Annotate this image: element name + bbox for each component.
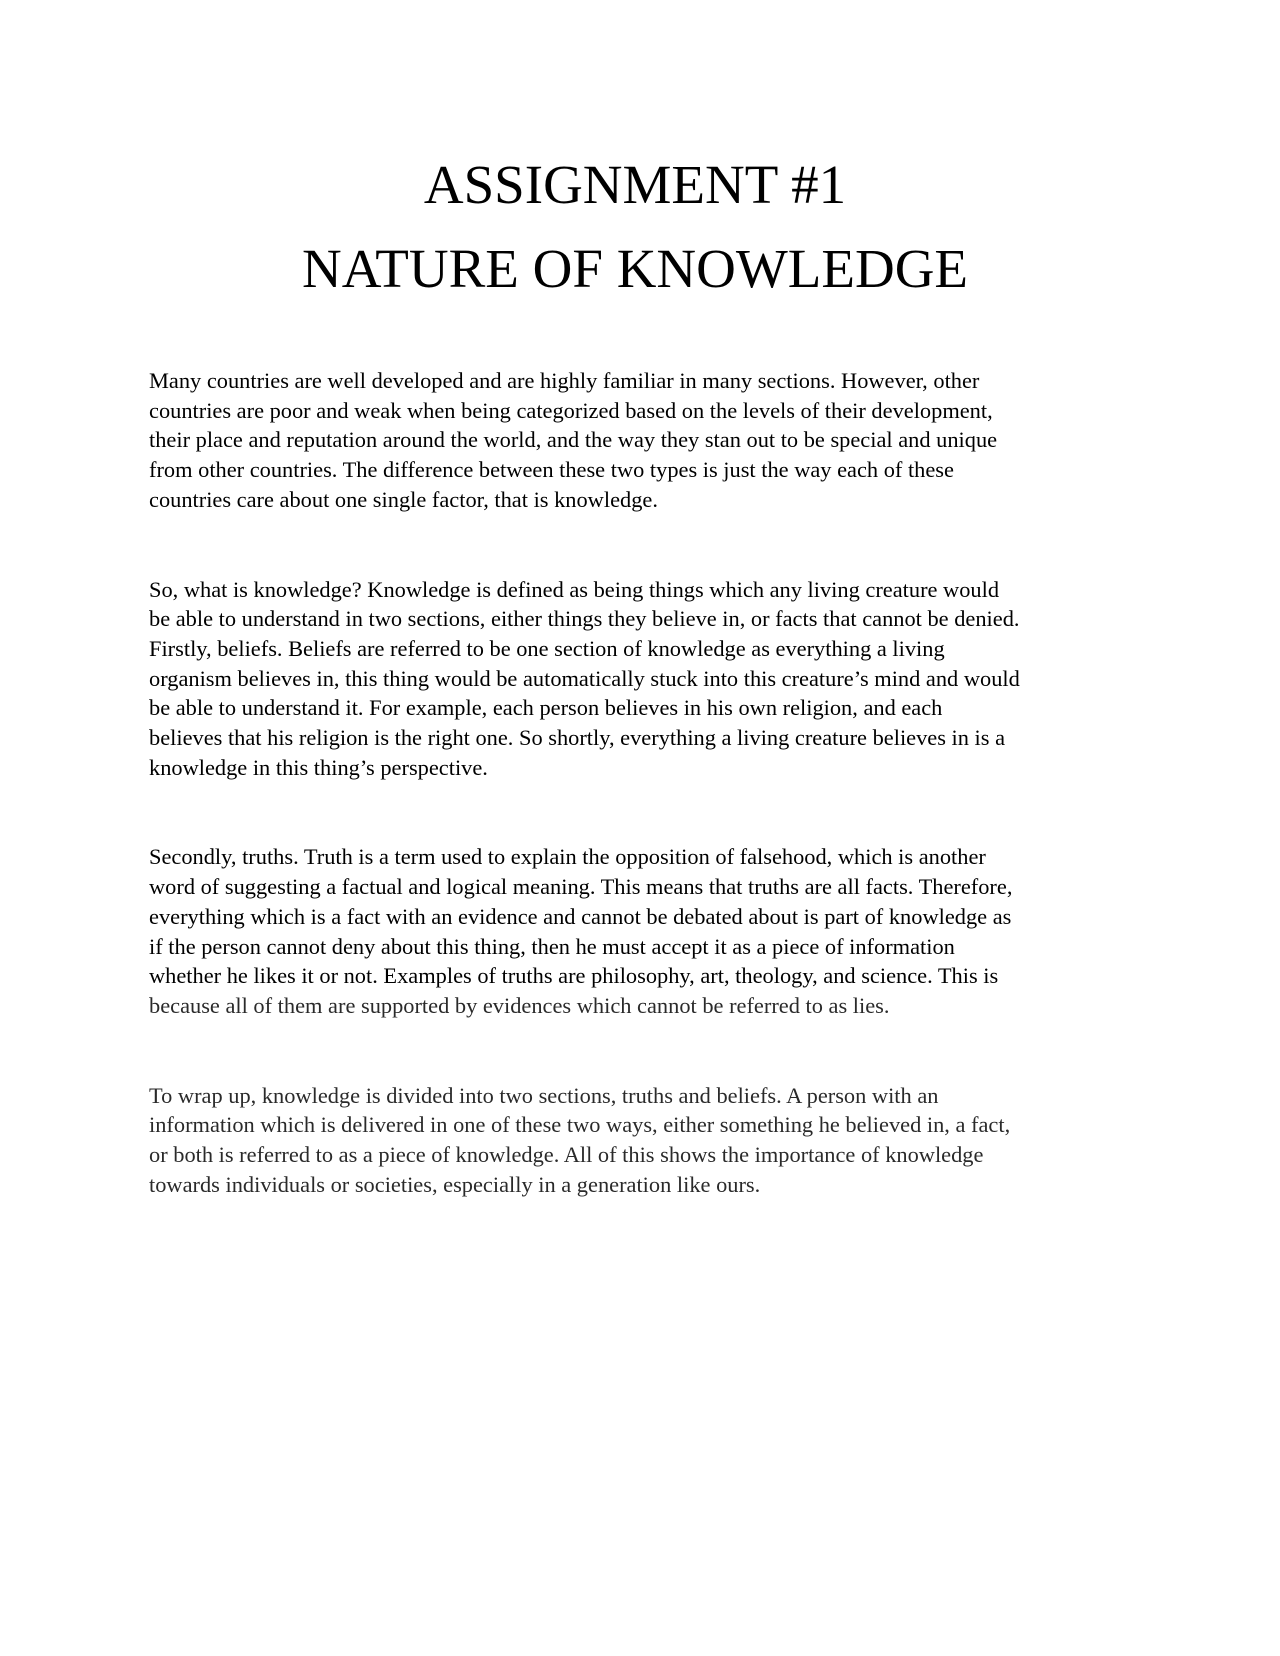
paragraph-conclusion <box>149 1081 1149 1200</box>
document-body <box>149 366 1149 1259</box>
paragraph-line: Many countries are well developed and are highly familiar in many sections. However, other <box>149 368 980 393</box>
title-line-assignment: ASSIGNMENT #1 <box>423 154 847 215</box>
paragraph-line: because all of them are supported by evidences which cannot be referred to as lies. <box>149 992 890 1018</box>
paragraph-line: if the person cannot deny about this thing, then he must accept it as a piece of information <box>149 933 955 959</box>
paragraph-line: knowledge in this thing’s perspective. <box>149 754 488 780</box>
paragraph-line: their place and reputation around the world, and the way they stan out to be special and unique <box>149 427 998 453</box>
paragraph-line: or both is referred to as a piece of knowledge. All of this shows the importance of knowledge <box>149 1142 984 1168</box>
paragraph-line: countries are poor and weak when being categorized based on the levels of their development, <box>149 397 993 423</box>
paragraph-line: information which is delivered in one of these two ways, either something he believed in, a fact, <box>149 1112 1011 1138</box>
paragraph-line: from other countries. The difference between these two types is just the way each of these <box>149 457 954 483</box>
paragraph-line: Secondly, truths. Truth is a term used to explain the opposition of falsehood, which is another <box>149 844 986 870</box>
paragraph-line: towards individuals or societies, especially in a generation like ours. <box>149 1171 761 1197</box>
document-title <box>0 143 1270 311</box>
paragraph-line: To wrap up, knowledge is divided into two sections, truths and beliefs. A person with an <box>149 1082 939 1108</box>
paragraph-line: word of suggesting a factual and logical meaning. This means that truths are all facts. Therefore, <box>149 874 1013 900</box>
paragraph-line: So, what is knowledge? Knowledge is defined as being things which any living creature would <box>149 576 1000 602</box>
paragraph-line: organism believes in, this thing would be automatically stuck into this creature’s mind and would <box>149 665 1020 691</box>
paragraph-truths <box>149 842 1149 1020</box>
paragraph-line: Firstly, beliefs. Beliefs are referred to be one section of knowledge as everything a living <box>149 635 945 661</box>
paragraph-line: be able to understand it. For example, each person believes in his own religion, and each <box>149 695 943 721</box>
paragraph-line: be able to understand in two sections, either things they believe in, or facts that cannot be denied. <box>149 606 1020 632</box>
paragraph-line: whether he likes it or not. Examples of truths are philosophy, art, theology, and science. This is <box>149 963 999 989</box>
paragraph-line: believes that his religion is the right one. So shortly, everything a living creature believes in is a <box>149 725 1006 751</box>
title-line-topic: NATURE OF KNOWLEDGE <box>301 238 969 299</box>
paragraph-introduction <box>149 366 1149 515</box>
paragraph-line: countries care about one single factor, that is knowledge. <box>149 486 658 512</box>
paragraph-beliefs <box>149 575 1149 783</box>
paragraph-line: everything which is a fact with an evidence and cannot be debated about is part of knowledge as <box>149 903 1012 929</box>
